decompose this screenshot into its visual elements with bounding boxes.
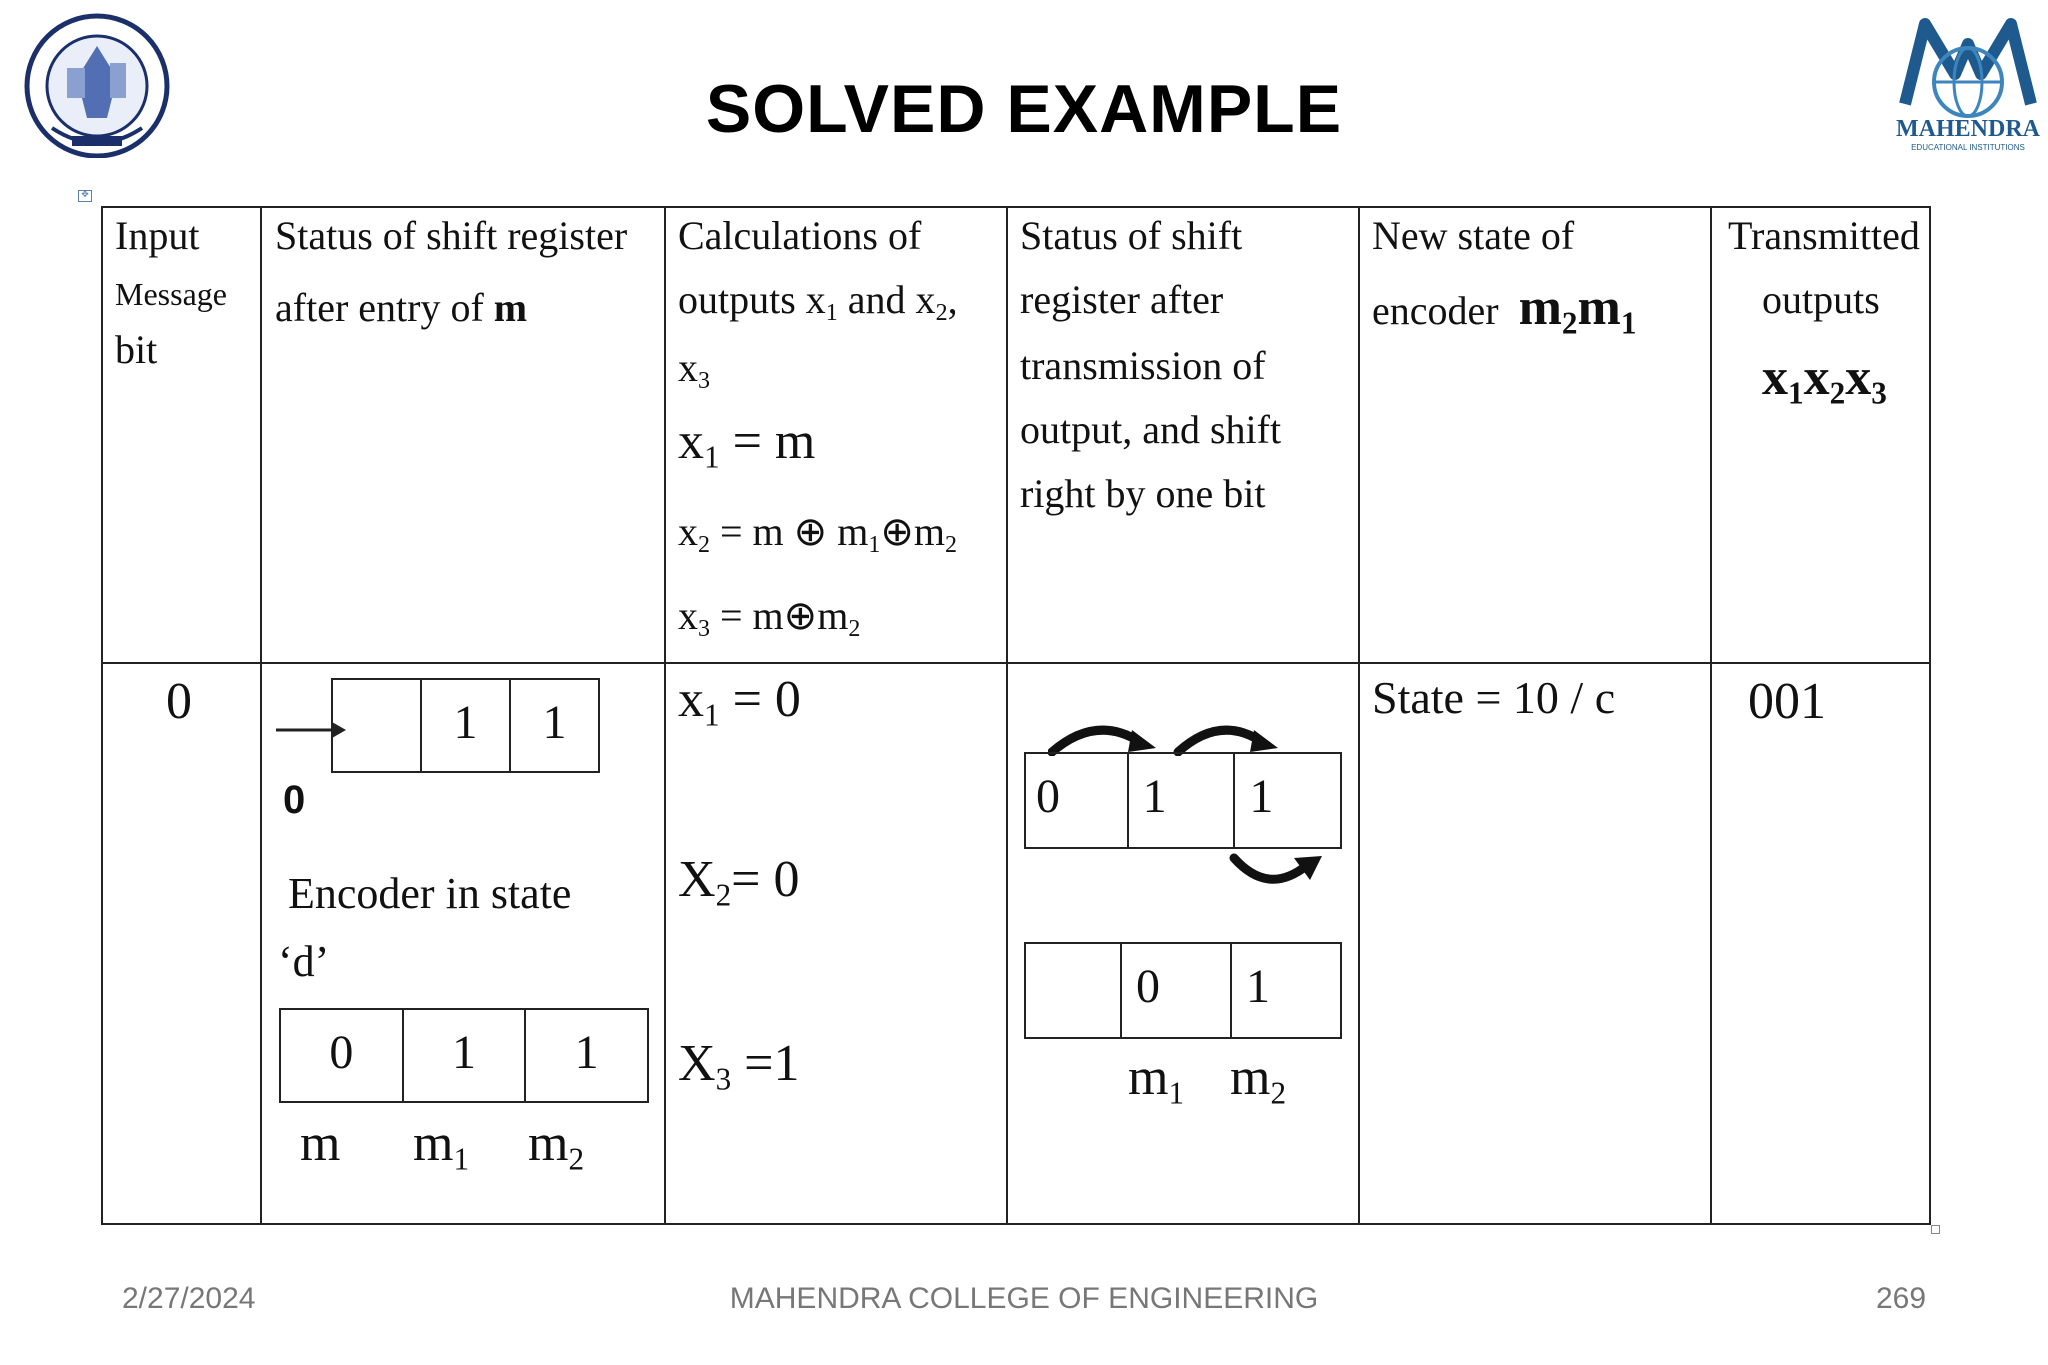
slide-title: SOLVED EXAMPLE <box>705 71 1343 147</box>
label-m: m <box>300 1115 341 1172</box>
formula-x3: $x_3$ = $m\oplus m_2$ <box>678 593 861 643</box>
register-cell: 1 <box>1246 960 1270 1013</box>
register-cell: 0 <box>281 1010 404 1101</box>
x3-result: $X_3 =1$ <box>678 1035 800 1097</box>
label-m2: $m_2$ <box>528 1115 585 1177</box>
header-status-shift-line3: transmission of <box>1020 343 1266 388</box>
header-calculations-line2: outputs $x_1$ and $x_2$, <box>678 277 958 327</box>
header-transmitted-outputs: $x_1x_2x_3$ <box>1762 349 1887 411</box>
x2-result: $X_2= 0$ <box>678 851 800 913</box>
register-cell <box>1026 944 1122 1037</box>
header-status-shift-line1: Status of shift <box>1020 213 1243 258</box>
register-cell: 1 <box>404 1010 527 1101</box>
header-status-shift-line5: right by one bit <box>1020 471 1266 516</box>
header-status-shift-line2: register after <box>1020 277 1224 322</box>
after-label-m2: $m_2$ <box>1230 1049 1287 1111</box>
column-divider <box>1358 206 1360 1225</box>
formula-x2: $x_2 = m$ ⊕ $m_1\oplus m_2$ <box>678 509 957 559</box>
column-divider <box>1710 206 1712 1225</box>
entry-shift-register <box>331 678 600 773</box>
table-move-handle-icon[interactable]: ✥ <box>78 190 92 202</box>
formula-x1: $x_1 = m$ <box>678 413 816 475</box>
register-cell <box>333 680 422 771</box>
header-calculations-line3: $x_3$ <box>678 345 710 395</box>
register-cell: 1 <box>574 1026 599 1079</box>
state-shift-register <box>279 1008 649 1103</box>
register-before-shift <box>1024 752 1342 849</box>
header-bit: bit <box>115 327 158 372</box>
footer-page-number: 269 <box>1876 1282 1927 1315</box>
register-cell: 0 <box>1122 944 1232 1037</box>
encoder-state-line2: ‘d’ <box>278 937 330 986</box>
header-status-shift-line4: output, and shift <box>1020 407 1282 452</box>
footer-date: 2/27/2024 <box>122 1282 256 1315</box>
logo-wordmark: MAHENDRA <box>1896 116 2040 142</box>
register-cell: 0 <box>1026 754 1129 847</box>
header-input: Input <box>115 213 200 258</box>
column-divider <box>664 206 666 1225</box>
header-status-entry-line1: Status of shift register <box>275 213 628 258</box>
column-divider <box>1006 206 1008 1225</box>
register-cell: 1 <box>542 696 567 749</box>
register-after-shift <box>1024 942 1342 1039</box>
encoder-state-line1: Encoder in state <box>288 869 572 918</box>
x1-result: $x_1 = 0$ <box>678 671 801 733</box>
logo-subtitle: EDUCATIONAL INSTITUTIONS <box>1911 143 2025 152</box>
row-divider <box>101 662 1931 664</box>
label-m1: $m_1$ <box>413 1115 470 1177</box>
header-calculations-line1: Calculations of <box>678 213 922 258</box>
input-bit-value: 0 <box>166 673 192 730</box>
table-resize-handle[interactable] <box>1931 1225 1940 1234</box>
register-cell: 1 <box>1129 754 1236 847</box>
entry-bit-label: 0 <box>283 778 306 822</box>
register-cell: 1 <box>1249 770 1274 823</box>
header-new-state-line2: encoder $m_2m_1$ <box>1372 279 1637 341</box>
register-cell: 1 <box>422 680 511 771</box>
after-label-m1: $m_1$ <box>1128 1049 1185 1111</box>
header-new-state-line1: New state of <box>1372 213 1575 258</box>
transmitted-value: 001 <box>1748 673 1826 730</box>
column-divider <box>260 206 262 1225</box>
new-state-value: State = 10 / c <box>1372 672 1616 723</box>
header-message: Message <box>115 276 227 312</box>
header-status-entry-line2: after entry of m <box>275 285 528 330</box>
shift-out-arrow-icon <box>1228 852 1324 897</box>
header-transmitted-line1: Transmitted <box>1728 213 1920 258</box>
footer-institution: MAHENDRA COLLEGE OF ENGINEERING <box>729 1282 1319 1315</box>
header-transmitted-line2: outputs <box>1762 277 1880 322</box>
